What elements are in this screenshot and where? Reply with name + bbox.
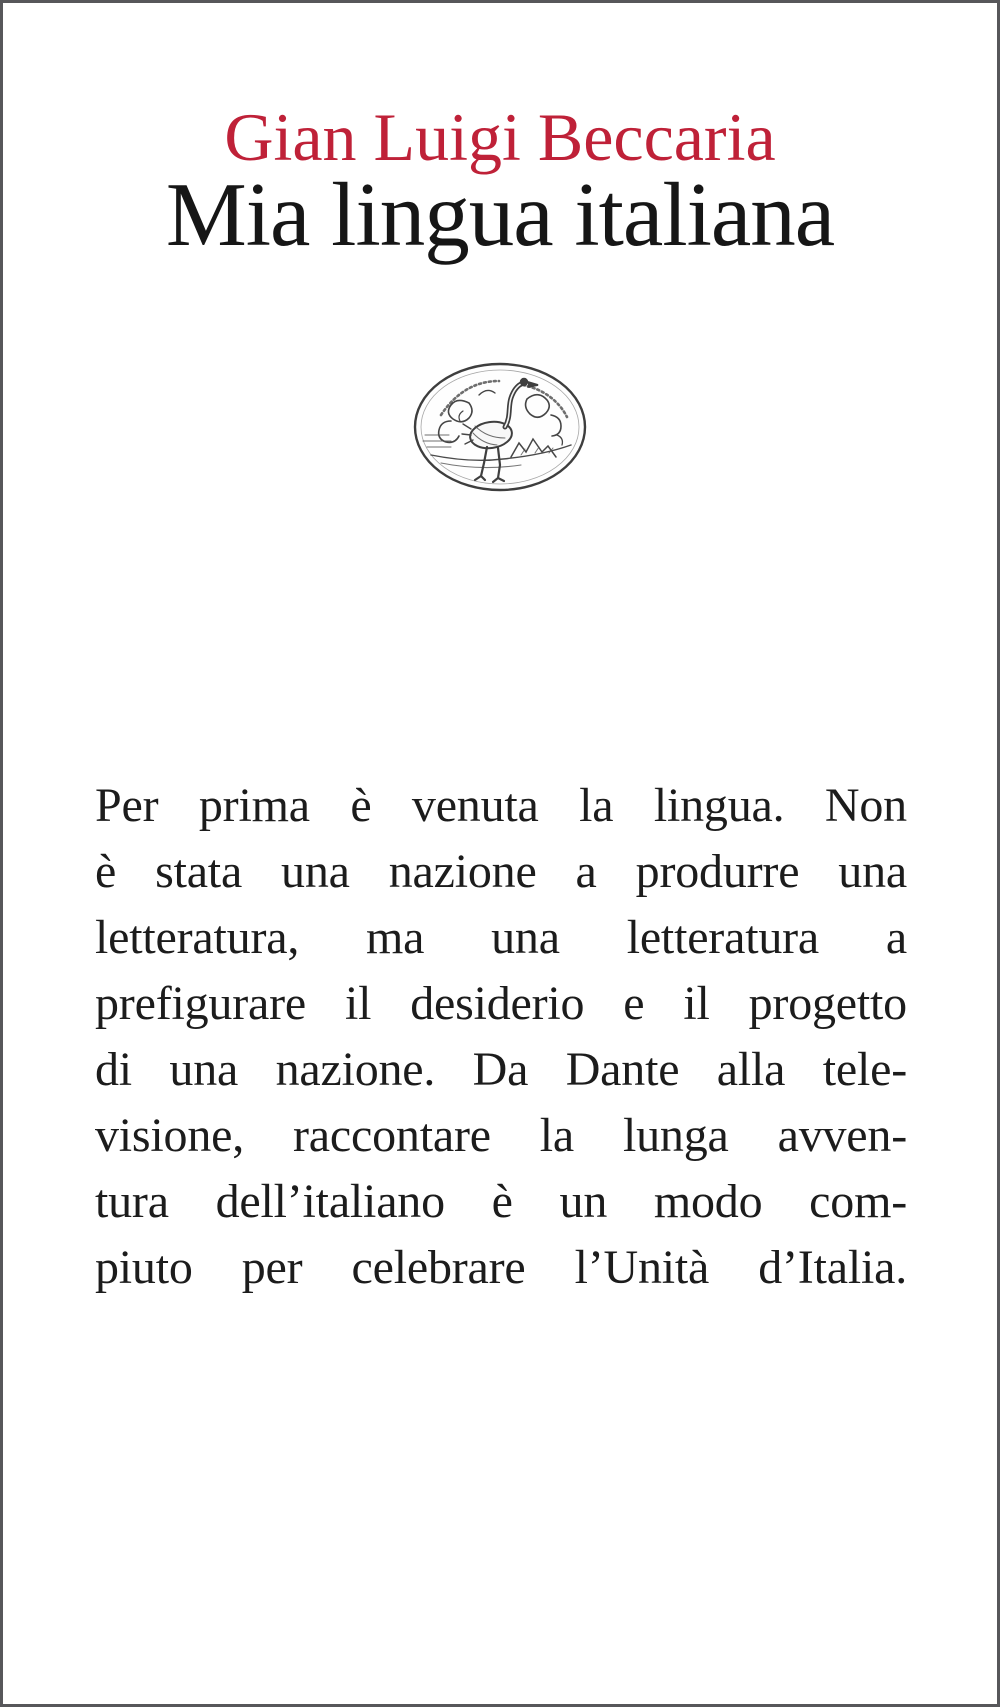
author-name: Gian Luigi Beccaria	[224, 99, 776, 175]
blurb-line: prefigurare il desiderio e il progetto	[95, 977, 907, 1030]
blurb-line: tura dell’italiano è un modo com-	[95, 1175, 907, 1228]
blurb-line: piuto per celebrare l’Unità d’Italia.	[95, 1241, 907, 1294]
blurb-line: Per prima è venuta la lingua. Non	[95, 779, 907, 832]
blurb-line: è stata una nazione a produrre una	[95, 845, 907, 898]
blurb-line: di una nazione. Da Dante alla tele-	[95, 1043, 907, 1096]
book-title: Mia lingua italiana	[165, 164, 835, 265]
back-blurb-text	[95, 773, 907, 1301]
ostrich-publisher-emblem-icon	[411, 359, 589, 495]
blurb-line: letteratura, ma una letteratura a	[95, 911, 907, 964]
blurb-line: visione, raccontare la lunga avven-	[95, 1109, 907, 1162]
